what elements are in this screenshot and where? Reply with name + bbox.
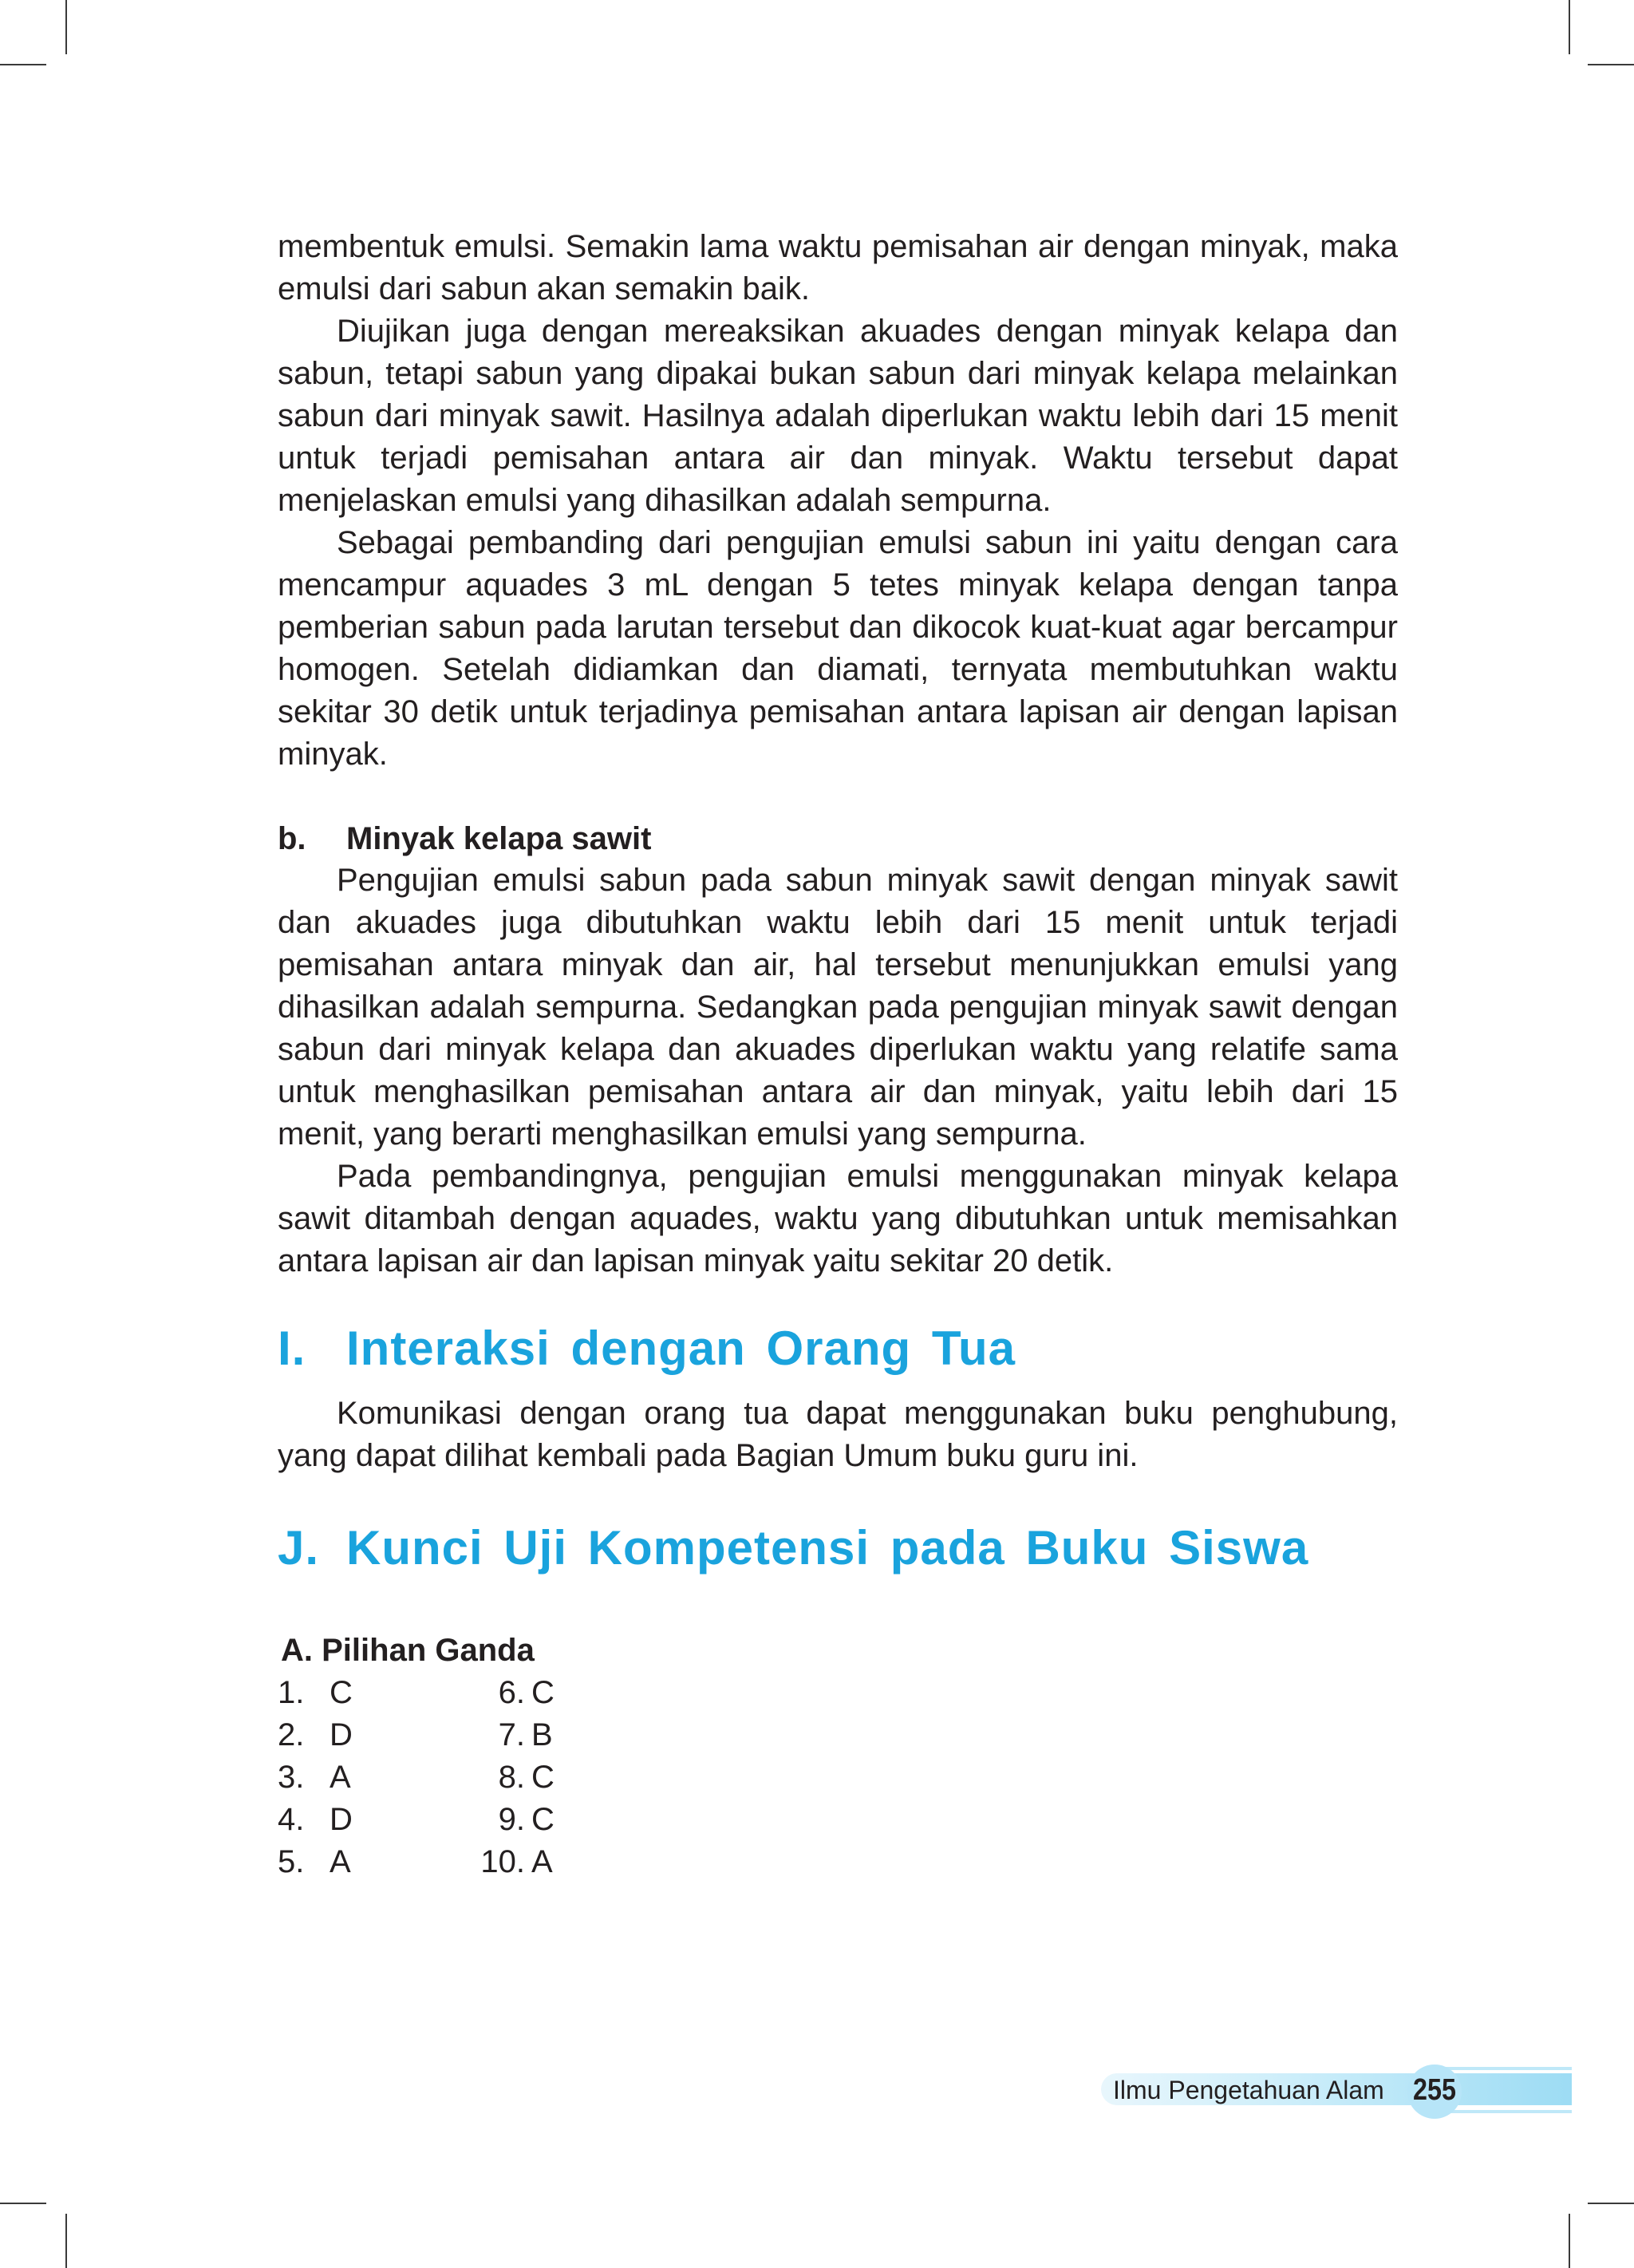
crop-mark [1588,2203,1634,2204]
book-title: Ilmu Pengetahuan Alam [1113,2076,1384,2104]
body-text [278,226,1398,776]
answer-number: 3. [278,1760,305,1795]
answer-number: 10. [480,1844,525,1879]
answer-letter: D [330,1717,353,1752]
answer-item [278,1799,353,1841]
footer-stripe [1436,2067,1572,2070]
section-title: Interaksi dengan Orang Tua [346,1322,1016,1375]
answer-letter: C [531,1760,555,1795]
answer-letter: B [531,1717,553,1752]
paragraph: Diujikan juga dengan mereaksikan akuades dengan minyak kelapa dan sabun, tetapi sabun yang dipakai bukan sabun dari minyak kelapa melainkan sabun dari minyak sawit. Hasilnya adalah diperlukan waktu lebih dari 15 menit untuk terjadi pemisahan antara air dan minyak. Waktu tersebut dapat menjelaskan emulsi yang dihasilkan adalah sempurna. [278,314,1398,518]
crop-mark [65,2214,67,2268]
answer-letter: D [330,1802,353,1837]
crop-mark [1569,2214,1570,2268]
answer-number: 2. [278,1717,305,1752]
crop-mark [0,2203,46,2204]
answer-item [476,1714,553,1756]
answer-letter: C [330,1675,353,1710]
answer-item [278,1756,351,1799]
answer-letter: A [531,1844,553,1879]
subsection-title: Minyak kelapa sawit [346,821,652,856]
footer-stripe [1436,2110,1572,2113]
answer-letter: C [531,1675,555,1710]
answer-item [278,1714,353,1756]
section-title: Kunci Uji Kompetensi pada Buku Siswa [346,1521,1309,1575]
answer-number: 7. [498,1717,525,1752]
paragraph: Sebagai pembanding dari pengujian emulsi sabun ini yaitu dengan cara mencampur aquades 3 mL dengan 5 tetes minyak kelapa dengan tanpa pemberian sabun pada larutan tersebut dan dikocok kuat-kuat agar bercampur homogen. Setelah didiamkan dan diamati, ternyata membutuhkan waktu sekitar 30 detik untuk terjadinya pemisahan antara lapisan air dengan lapisan minyak. [278,525,1398,772]
answer-number: 1. [278,1675,305,1710]
answer-letter: C [531,1802,555,1837]
answer-item [476,1841,553,1883]
subsection-letter: b. [278,821,306,856]
answer-number: 4. [278,1802,305,1837]
answer-key-title: A. Pilihan Ganda [281,1633,535,1668]
section-letter: I. [278,1322,306,1375]
answer-letter: A [330,1760,351,1795]
crop-mark [1569,0,1570,54]
answer-item [476,1672,555,1714]
subsection-text [278,859,1398,1282]
crop-mark [65,0,67,54]
answer-number: 5. [278,1844,305,1879]
page-number: 255 [1413,2073,1456,2107]
answer-item [278,1672,353,1714]
crop-mark [0,64,46,65]
answer-item [278,1841,351,1883]
section-text [278,1393,1398,1477]
paragraph: Pada pembandingnya, pengujian emulsi menggunakan minyak kelapa sawit ditambah dengan aquades, waktu yang dibutuhkan untuk memisahkan antara lapisan air dan lapisan minyak yaitu sekitar 20 detik. [278,1159,1398,1278]
crop-mark [1588,64,1634,65]
section-letter: J. [278,1521,320,1575]
answer-number: 8. [498,1760,525,1795]
answer-letter: A [330,1844,351,1879]
subsection-heading [278,818,651,860]
answer-number: 9. [498,1802,525,1837]
section-heading [278,1321,1016,1377]
paragraph: Komunikasi dengan orang tua dapat menggunakan buku penghubung, yang dapat dilihat kembali pada Bagian Umum buku guru ini. [278,1396,1398,1473]
paragraph: membentuk emulsi. Semakin lama waktu pemisahan air dengan minyak, maka emulsi dari sabun akan semakin baik. [278,229,1398,306]
answer-number: 6. [498,1675,525,1710]
paragraph: Pengujian emulsi sabun pada sabun minyak sawit dengan minyak sawit dan akuades juga dibutuhkan waktu lebih dari 15 menit untuk terjadi pemisahan antara minyak dan air, hal tersebut menunjukkan emulsi yang dihasilkan adalah sempurna. Sedangkan pada pengujian minyak sawit dengan sabun dari minyak kelapa dan akuades diperlukan waktu yang relatife sama untuk menghasilkan pemisahan antara air dan minyak, yaitu lebih dari 15 menit, yang berarti menghasilkan emulsi yang sempurna. [278,863,1398,1152]
answer-item [476,1799,555,1841]
answer-item [476,1756,555,1799]
section-heading [278,1520,1308,1576]
